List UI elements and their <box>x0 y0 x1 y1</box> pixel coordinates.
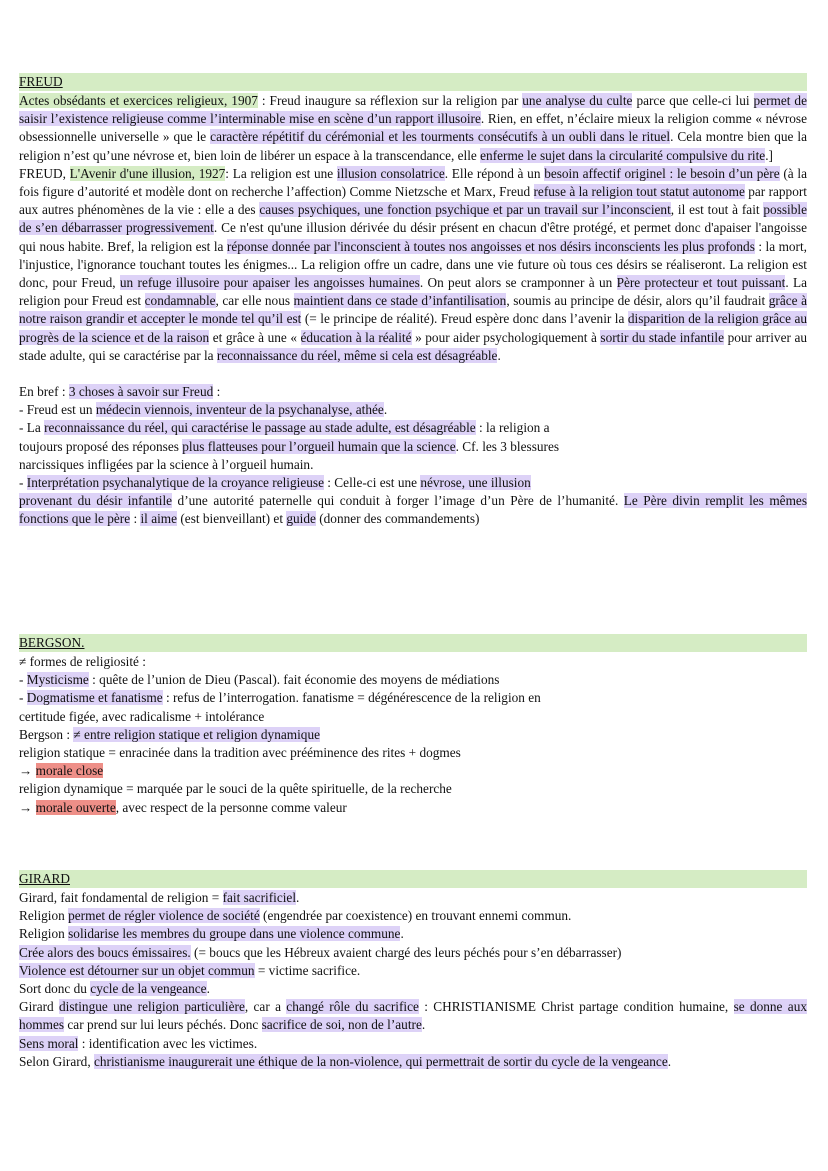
section-heading-freud: FREUD <box>19 73 807 91</box>
bergson-line-5: Bergson : ≠ entre religion statique et religion dynamique <box>19 726 320 742</box>
freud-point-2: - La reconnaissance du réel, qui caractérise le passage au stade adulte, est désagréable : la religion a <box>19 420 550 436</box>
girard-line-7: Girard distingue une religion particulière, car a changé rôle du sacrifice : CHRISTIANISME Christ partage condition humaine, se donne aux hommes car prend sur lui leurs péchés. Donc sacrifice de soi, non de l’autre. <box>19 999 807 1033</box>
bergson-line-8: religion dynamique = marquée par le souci de la quête spirituelle, de la recherche <box>19 781 452 797</box>
freud-point-2-end: narcissiques infligées par la science à l’orgueil humain. <box>19 456 314 472</box>
freud-point-2-cont: toujours proposé des réponses plus flatteuses pour l’orgueil humain que la science. Cf. les 3 blessures <box>19 438 560 454</box>
girard-line-5: Violence est détourner sur un objet commun = victime sacrifice. <box>19 962 361 978</box>
section-girard <box>19 870 807 1071</box>
girard-line-6: Sort donc du cycle de la vengeance. <box>19 981 210 997</box>
freud-point-3: - Interprétation psychanalytique de la croyance religieuse : Celle-ci est une névrose, une illusion <box>19 475 531 491</box>
girard-line-9: Selon Girard, christianisme inaugurerait une éthique de la non-violence, qui permettrait de sortir du cycle de la vengeance. <box>19 1053 672 1069</box>
freud-enbref: En bref : 3 choses à savoir sur Freud : <box>19 384 221 400</box>
bergson-line-7: → morale close <box>19 763 104 779</box>
section-heading-girard: GIRARD <box>19 870 807 888</box>
bergson-line-9: → morale ouverte, avec respect de la personne comme valeur <box>19 799 347 815</box>
bergson-line-2: - Mysticisme : quête de l’union de Dieu (Pascal). fait économie des moyens de médiations <box>19 672 500 688</box>
freud-paragraph-2: FREUD, L'Avenir d'une illusion, 1927: La religion est une illusion consolatrice. Elle répond à un besoin affectif originel : le besoin d’un père (à la fois figure d’autorité et modèle dont on recherche l’affection) Comme Nietzsche et Marx, Freud refuse à la religion tout statut autonome par rapport aux autres phénomènes de la vie : elle a des causes psychiques, une fonction psychique et par un travail sur l’inconscient, il est tout à fait possible de s’en débarrasser progressivement. Ce n'est qu'une illusion dérivée du désir présent en chacun d'être protégé, et permet donc d'apaiser l'angoisse qui nous habite. Bref, la religion est la réponse donnée par l'inconscient à toutes nos angoisses et nos désirs inconscients les plus profonds : la mort, l'injustice, l'ignorance touchant toutes les énigmes... La religion offre un cadre, dans une vie future où tous ces désirs se réaliseront. La religion est donc, pour Freud, un refuge illusoire pour apaiser les angoisses humaines. On peut alors se cramponner à un Père protecteur et tout puissant. La religion pour Freud est condamnable, car elle nous maintient dans ce stade d’infantilisation, soumis au principe de désir, alors qu’il faudrait grâce à notre raison grandir et accepter le monde tel qu’il est (= le principe de réalité). Freud espère donc dans l’avenir la disparition de la religion grâce au progrès de la science et de la raison et grâce à une « éducation à la réalité » pour aider psychologiquement à sortir du stade infantile pour arriver au stade adulte, qui se caractérise par la reconnaissance du réel, même si cela est désagréable. <box>19 165 808 363</box>
freud-paragraph-1: Actes obsédants et exercices religieux, 1907 : Freud inaugure sa réflexion sur la religion par une analyse du culte parce que celle-ci lui permet de saisir l’existence religieuse comme l’interminable mise en scène d’un rapport illusoire. Rien, en effet, n’éclaire mieux la religion comme « névrose obsessionnelle universelle » que le caractère répétitif du cérémonial et les tourments consécutifs à un oubli dans le rituel. Cela montre bien que la religion n’est qu’une névrose et, bien loin de libérer un espace à la transcendance, elle enferme le sujet dans la circularité compulsive du rite.] <box>19 93 807 163</box>
girard-line-4: Crée alors des boucs émissaires. (= boucs que les Hébreux avaient chargé des leurs péchés pour s’en débarrasser) <box>19 944 622 960</box>
bergson-line-4: certitude figée, avec radicalisme + intolérance <box>19 708 265 724</box>
bergson-line-1: ≠ formes de religiosité : <box>19 654 146 669</box>
girard-line-8: Sens moral : identification avec les victimes. <box>19 1035 258 1051</box>
girard-line-2: Religion permet de régler violence de société (engendrée par coexistence) en trouvant ennemi commun. <box>19 908 572 924</box>
section-heading-bergson: BERGSON. <box>19 634 807 652</box>
bergson-line-6: religion statique = enracinée dans la tradition avec prééminence des rites + dogmes <box>19 745 461 761</box>
girard-line-3: Religion solidarise les membres du groupe dans une violence commune. <box>19 926 404 942</box>
freud-point-3-cont: provenant du désir infantile d’une autorité paternelle qui conduit à forger l’image d’un Père de l’humanité. Le Père divin remplit les mêmes fonctions que le père : il aime (est bienveillant) et guide (donner des commandements) <box>19 493 808 527</box>
section-bergson <box>19 634 807 817</box>
section-freud <box>19 73 807 529</box>
freud-point-1: - Freud est un médecin viennois, inventeur de la psychanalyse, athée. <box>19 402 388 418</box>
bergson-line-3: - Dogmatisme et fanatisme : refus de l’interrogation. fanatisme = dégénérescence de la religion en <box>19 690 541 706</box>
girard-line-1: Girard, fait fondamental de religion = fait sacrificiel. <box>19 890 300 905</box>
